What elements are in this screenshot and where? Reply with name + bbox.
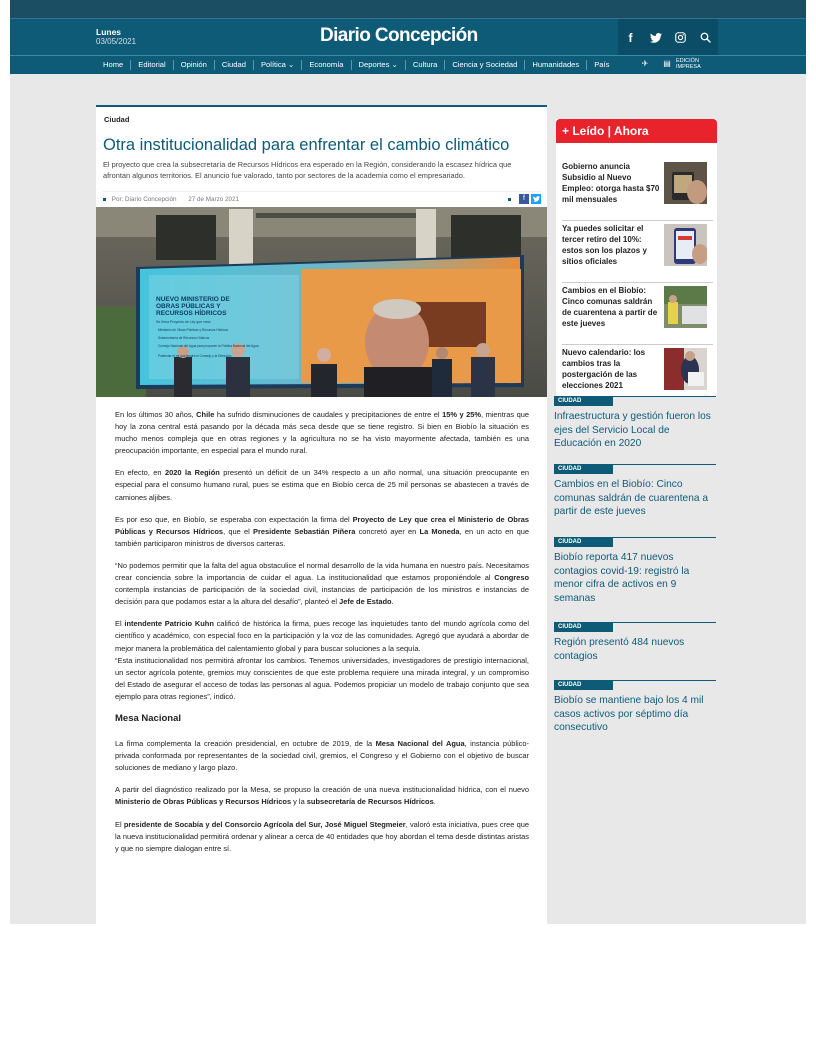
- facebook-icon[interactable]: f: [628, 30, 633, 45]
- most-read-box: [556, 119, 717, 397]
- site-logo[interactable]: Diario Concepción: [320, 25, 478, 46]
- paragraph: El presidente de Socabía y del Consorcio Agrícola del Sur, José Miguel Stegmeier, valoró esta iniciativa, pues cree que la nueva institucionalidad permitirá ordenar y alinear a cerca de 40 entidades que hoy abordan el tema desde distintas aristas y que no siempre dialogan entre sí.: [115, 819, 530, 853]
- most-read-item[interactable]: [562, 161, 713, 221]
- byline-marker: [103, 198, 106, 201]
- most-read-item-title[interactable]: Nuevo calendario: los cambios tras la postergación de las elecciones 2021: [562, 348, 646, 391]
- most-read-item-title[interactable]: Gobierno anuncia Subsidio al Nuevo Empleo: otorga hasta $70 mil mensuales: [562, 162, 660, 205]
- date-label: 03/05/2021: [96, 37, 137, 46]
- card-category-badge[interactable]: CIUDAD: [554, 622, 613, 632]
- twitter-icon[interactable]: [643, 19, 668, 56]
- card-title[interactable]: Biobío reporta 417 nuevos contagios covid-19: registró la menor cifra de activos en 9 semanas: [554, 552, 690, 604]
- nav-item-opinion[interactable]: Opinión: [174, 60, 215, 70]
- instagram-icon[interactable]: [668, 19, 693, 56]
- nav-item-cultura[interactable]: Cultura: [406, 60, 445, 70]
- subheading: Mesa Nacional: [115, 712, 181, 724]
- nav-extras: [638, 58, 702, 70]
- paragraph: En los últimos 30 años, Chile ha sufrido disminuciones de caudales y precipitaciones de entre el 15% y 25%, mientras que hoy la zona central está pasando por la década más seca desde que se tiene registro. Si bien en Biobío la situación es mucho menos compleja que en otras regiones y la agricultura no se ha visto mayormente afectada, también es una preocupación importante, en especial para el mundo rural.: [115, 410, 530, 456]
- hero-photo: [96, 207, 547, 397]
- hero-screen-line4: Se firma Proyecto de Ley que crea:: [156, 320, 211, 324]
- most-read-thumbnail[interactable]: [664, 224, 707, 266]
- paragraph: “No podemos permitir que la falta del agua obstaculice el normal desarrollo de la vida humana en nuestro país. Necesitamos crear conciencia sobre la importancia de cuidar el agua. La institucionalidad que estamos proponiéndole al Congreso contempla instancias de participación de la sociedad civil, instancias de participación de los ministros e instancias de decisión para que podamos estar a la altura del desafío”, planteó el Jefe de Estado.: [115, 560, 529, 607]
- card-title[interactable]: Biobío se mantiene bajo los 4 mil casos activos por séptimo día consecutivo: [554, 695, 704, 734]
- article: [96, 105, 547, 924]
- nav-item-humanidades[interactable]: Humanidades: [525, 60, 587, 70]
- card-divider: [613, 622, 716, 623]
- paragraph: En efecto, en 2020 la Región presentó un déficit de un 34% respecto a un año normal, una situación preocupante en especial para el consumo humano rural, pues se estima que en Biobío cerca de 25 mil personas se abastecen a través de camiones aljibes.: [115, 468, 529, 502]
- card-category-badge[interactable]: CIUDAD: [554, 680, 613, 690]
- nav-item-editorial[interactable]: Editorial: [131, 60, 173, 70]
- hero-screen-bullet4: Potenciar el rol que tendrá el Consejo y la Dirección: [158, 354, 232, 358]
- top-strip: [10, 0, 806, 18]
- card-divider: [613, 537, 716, 538]
- accessibility-icon[interactable]: ✈: [641, 59, 649, 68]
- most-read-thumbnail[interactable]: [664, 162, 707, 204]
- share-buttons: [508, 194, 541, 204]
- hero-screen-line1: NUEVO MINISTERIO DE: [156, 296, 230, 303]
- date-block: [96, 27, 136, 47]
- paragraph: Es por eso que, en Biobío, se esperaba con expectación la firma del Proyecto de Ley que crea el Ministerio de Obras Públicas y Recursos Hídricos, que el Presidente Sebastián Piñera concretó ayer en La Moneda, en un acto en que también participaron ministros de diversos carteras.: [115, 514, 529, 548]
- paragraph: El intendente Patricio Kuhn calificó de histórica la firma, pues recoge las inquietudes tanto del mundo agrícola como del científico y académico, con especial foco en la participación y la voz de las comunidades. Agregó que ayudará a abordar de mejor manera la problemática del calentamiento global y para buscar soluciones a la sequía. “Esta institucionalidad nos permitirá afrontar los cambios. Tenemos universidades, investigadores de prestigio internacional, un sector agrícola potente, gremios muy conscientes de que este problema requiere una mirada integral, y un compromiso del Estado de asegurar el acceso de todas las personas al agua. Podemos propiciar un modelo de trabajo conjunto que sea ejemplo para otras regiones”, indicó.: [115, 619, 530, 701]
- site-header: [10, 18, 806, 55]
- nav-item-ciudad[interactable]: Ciudad: [215, 60, 254, 70]
- hero-screen-bullet1: Ministerio de Obras Públicas y Recursos Hídricos: [158, 328, 228, 332]
- most-read-item[interactable]: [562, 285, 713, 345]
- paragraph: A partir del diagnóstico realizado por la Mesa, se propuso la creación de una nueva institucionalidad hídrica, con el nuevo Ministerio de Obras Públicas y Recursos Hídricos y la subsecretaría de Recursos Hídricos.: [115, 785, 529, 807]
- most-read-item[interactable]: [562, 223, 713, 283]
- nav-item-deportes[interactable]: Deportes ⌄: [352, 60, 406, 70]
- most-read-item-title[interactable]: Cambios en el Biobío: Cinco comunas saldrán de cuarentena a partir de este jueves: [562, 286, 658, 329]
- nav-item-pais[interactable]: País: [594, 60, 610, 69]
- share-count-marker: [508, 198, 511, 201]
- main-nav: [10, 55, 806, 74]
- hero-screen-bullet3: Consejo Nacional del Agua para proponer la Política Nacional del Agua: [158, 344, 259, 348]
- card-divider: [613, 396, 716, 397]
- most-read-title: + Leído | Ahora: [556, 119, 717, 143]
- article-body: [115, 409, 529, 865]
- most-read-item-title[interactable]: Ya puedes solicitar el tercer retiro del 10%: estos son los plazos y sitios oficiales: [562, 224, 647, 267]
- article-lead: El proyecto que crea la subsecretaría de Recursos Hídricos era esperado en la Región, considerando la escasez hídrica que afrontan algunos territorios. El anuncio fue valorado, tanto por sectores de la academia como el empresariado.: [103, 160, 512, 180]
- article-title: Otra institucionalidad para enfrentar el cambio climático: [103, 136, 510, 154]
- card-divider: [613, 680, 716, 681]
- nav-item-economia[interactable]: Economía: [302, 60, 351, 70]
- search-icon[interactable]: [693, 19, 718, 56]
- page-background: [10, 0, 806, 924]
- twitter-share-icon[interactable]: [531, 194, 541, 204]
- social-bar: [618, 19, 718, 56]
- edicion-impresa-link[interactable]: EDICIÓN IMPRESA: [676, 58, 701, 70]
- author: Por: Diario Concepción: [111, 196, 177, 203]
- card-category-badge[interactable]: CIUDAD: [554, 537, 613, 547]
- nav-item-home[interactable]: Home: [96, 60, 131, 70]
- card-title[interactable]: Región presentó 484 nuevos contagios: [554, 637, 685, 662]
- card-title[interactable]: Cambios en el Biobío: Cinco comunas saldrán de cuarentena a partir de este jueves: [554, 479, 709, 518]
- hero-screen-line2: OBRAS PÚBLICAS Y: [156, 303, 221, 310]
- newspaper-icon[interactable]: ▤: [663, 59, 671, 68]
- byline: [103, 191, 541, 205]
- nav-item-politica[interactable]: Política ⌄: [254, 60, 302, 70]
- hero-screen-bullet2: Subsecretaría de Recursos Hídricos: [158, 336, 210, 340]
- card-category-badge[interactable]: CIUDAD: [554, 464, 613, 474]
- hero-illustration: [96, 207, 547, 397]
- publish-date: 27 de Marzo 2021: [188, 196, 240, 203]
- facebook-share-icon[interactable]: f: [519, 194, 529, 204]
- most-read-thumbnail[interactable]: [664, 348, 707, 390]
- most-read-thumbnail[interactable]: [664, 286, 707, 328]
- hero-screen-line3: RECURSOS HÍDRICOS: [156, 310, 227, 317]
- nav-item-ciencia[interactable]: Ciencia y Sociedad: [445, 60, 525, 70]
- card-category-badge[interactable]: CIUDAD: [554, 396, 613, 406]
- day-label: Lunes: [96, 27, 122, 37]
- card-divider: [613, 464, 716, 465]
- card-title[interactable]: Infraestructura y gestión fueron los ejes del Servicio Local de Educación en 2020: [554, 411, 711, 450]
- paragraph: La firma complementa la creación presidencial, en octubre de 2019, de la Mesa Nacional del Agua, instancia público-privada conformada por representantes de la sociedad civil, gremios, el Congreso y el Gobierno con el objetivo de buscar soluciones de mediano y largo plazo.: [115, 739, 529, 773]
- section-label[interactable]: Ciudad: [104, 115, 130, 124]
